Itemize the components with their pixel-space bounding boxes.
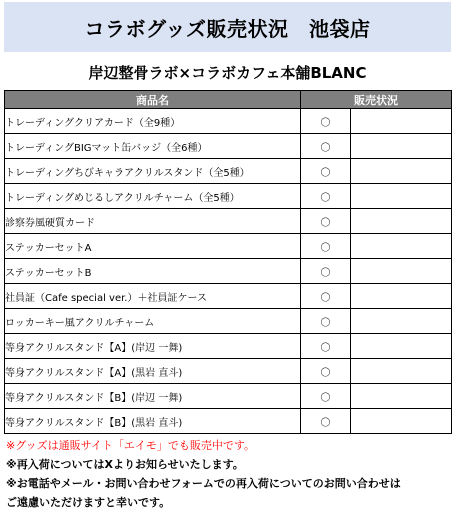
table-row — [5, 334, 452, 359]
status-mark-cell: 〇 — [301, 409, 351, 434]
product-name-cell: 等身アクリルスタンド【A】(黒岩 直斗) — [5, 359, 301, 384]
table-row — [5, 409, 452, 434]
status-note-cell — [351, 309, 452, 334]
notes — [6, 436, 456, 512]
status-mark-cell: 〇 — [301, 284, 351, 309]
status-mark-cell: 〇 — [301, 259, 351, 284]
note-online-shop: ※グッズは通販サイト「エイモ」でも販売中です。 — [6, 439, 256, 452]
status-mark-cell: 〇 — [301, 134, 351, 159]
product-name-cell: トレーディングクリアカード（全9種） — [5, 109, 301, 134]
status-note-cell — [351, 184, 452, 209]
status-note-cell — [351, 159, 452, 184]
status-note-cell — [351, 259, 452, 284]
table-row — [5, 384, 452, 409]
note-restock: ※再入荷についてはXよりお知らせいたします。 — [6, 458, 244, 471]
store-title: 岸辺整骨ラボ×コラボカフェ本舗BLANC — [88, 63, 367, 82]
product-name-cell: ステッカーセットA — [5, 234, 301, 259]
column-header-status: 販売状況 — [301, 91, 452, 109]
status-mark-cell: 〇 — [301, 334, 351, 359]
table-header-row — [5, 91, 452, 109]
page-title: コラボグッズ販売状況 池袋店 — [4, 2, 451, 52]
product-name-cell: ステッカーセットB — [5, 259, 301, 284]
note-inquiry-line-1: ※お電話やメール・お問い合わせフォームでの再入荷についてのお問い合わせは — [6, 477, 401, 490]
product-name-cell: 等身アクリルスタンド【B】(岸辺 一舞) — [5, 384, 301, 409]
product-name-cell: ロッカーキー風アクリルチャーム — [5, 309, 301, 334]
status-mark-cell: 〇 — [301, 234, 351, 259]
table-row — [5, 109, 452, 134]
status-mark-cell: 〇 — [301, 184, 351, 209]
stock-table-body — [5, 109, 452, 434]
table-row — [5, 359, 452, 384]
table-row — [5, 184, 452, 209]
product-name-cell: トレーディングBIGマット缶バッジ（全6種） — [5, 134, 301, 159]
stock-table — [4, 90, 452, 434]
table-row — [5, 209, 452, 234]
status-mark-cell: 〇 — [301, 209, 351, 234]
table-row — [5, 259, 452, 284]
table-row — [5, 309, 452, 334]
note-inquiry-line-2: ご遠慮いただけますと幸いです。 — [6, 496, 171, 509]
status-mark-cell: 〇 — [301, 159, 351, 184]
status-note-cell — [351, 359, 452, 384]
status-note-cell — [351, 384, 452, 409]
status-note-cell — [351, 109, 452, 134]
table-row — [5, 284, 452, 309]
status-note-cell — [351, 134, 452, 159]
status-note-cell — [351, 409, 452, 434]
status-mark-cell: 〇 — [301, 109, 351, 134]
status-mark-cell: 〇 — [301, 309, 351, 334]
product-name-cell: 社員証（Cafe special ver.）＋社員証ケース — [5, 284, 301, 309]
status-note-cell — [351, 234, 452, 259]
status-note-cell — [351, 334, 452, 359]
product-name-cell: 診察券風硬質カード — [5, 209, 301, 234]
table-row — [5, 234, 452, 259]
status-mark-cell: 〇 — [301, 384, 351, 409]
product-name-cell: 等身アクリルスタンド【B】(黒岩 直斗) — [5, 409, 301, 434]
status-note-cell — [351, 284, 452, 309]
product-name-cell: 等身アクリルスタンド【A】(岸辺 一舞) — [5, 334, 301, 359]
product-name-cell: トレーディングちびキャラアクリルスタンド（全5種） — [5, 159, 301, 184]
product-name-cell: トレーディングめじるしアクリルチャーム（全5種） — [5, 184, 301, 209]
table-row — [5, 159, 452, 184]
status-mark-cell: 〇 — [301, 359, 351, 384]
column-header-product: 商品名 — [5, 91, 301, 109]
status-note-cell — [351, 209, 452, 234]
table-row — [5, 134, 452, 159]
